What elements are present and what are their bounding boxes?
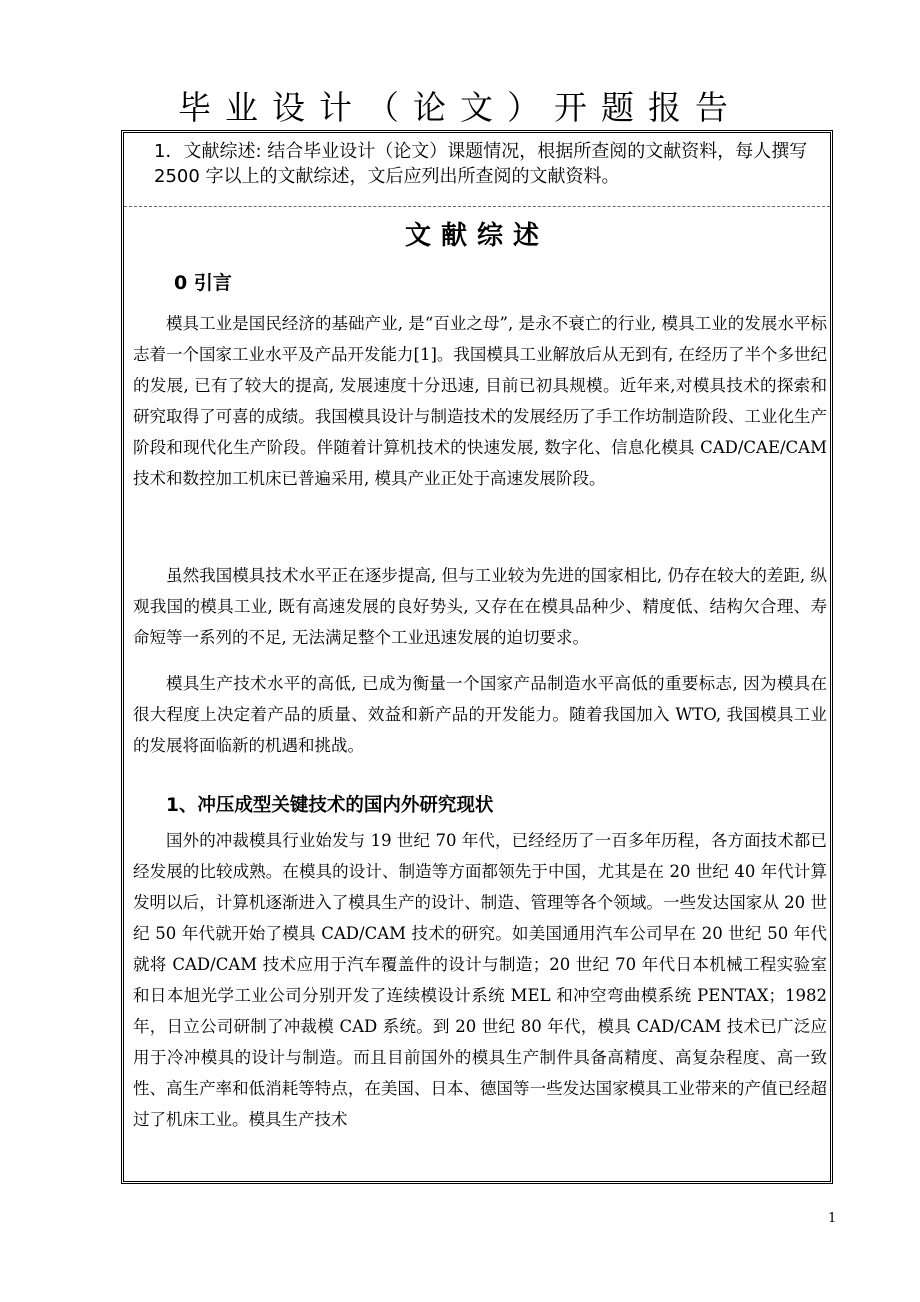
- paragraph-1: 模具工业是国民经济的基础产业, 是“百业之母”, 是永不衰亡的行业, 模具工业的发展水平标志着一个国家工业水平及产品开发能力[1]。我国模具工业解放后从无到有, 在经历了半个多世纪的发展, 已有了较大的提高, 发展速度十分迅速, 目前已初具规模。近年来,对模具技术的探索和研究取得了可喜的成绩。我国模具设计与制造技术的发展经历了手工作坊制造阶段、工业化生产阶段和现代化生产阶段。伴随着计算机技术的快速发展, 数字化、信息化模具 CAD/CAE/CAM 技术和数控加工机床已普遍采用, 模具产业正处于高速发展阶段。: [133, 314, 827, 488]
- paragraph-3: 模具生产技术水平的高低, 已成为衡量一个国家产品制造水平高低的重要标志, 因为模具在很大程度上决定着产品的质量、效益和新产品的开发能力。随着我国加入 WTO, 我国模具工业的发展将面临新的机遇和挑战。: [133, 674, 827, 755]
- intro-heading: 0 引言: [174, 272, 232, 294]
- paragraph-2: 虽然我国模具技术水平正在逐步提高, 但与工业较为先进的国家相比, 仍存在较大的差距, 纵观我国的模具工业, 既有高速发展的良好势头, 又存在在模具品种少、精度低、结构欠合理、寿命短等一系列的不足, 无法满足整个工业迅速发展的迫切要求。: [133, 566, 827, 647]
- section1-paragraph: 国外的冲裁模具行业始发与 19 世纪 70 年代，已经经历了一百多年历程，各方面技术都已经发展的比较成熟。在模具的设计、制造等方面都领先于中国，尤其是在 20 世纪 40 年代计算发明以后，计算机逐渐进入了模具生产的设计、制造、管理等各个领域。一些发达国家从 20 世纪 50 年代就开始了模具 CAD/CAM 技术的研究。如美国通用汽车公司早在 20 世纪 50 年代就将 CAD/CAM 技术应用于汽车覆盖件的设计与制造；20 世纪 70 年代日本机械工程实验室和日本旭光学工业公司分别开发了连续模设计系统 MEL 和冲空弯曲模系统 PENTAX；1982 年，日立公司研制了冲裁模 CAD 系统。到 20 世纪 80 年代，模具 CAD/CAM 技术已广泛应用于冷冲模具的设计与制造。而且目前国外的模具生产制件具备高精度、高复杂程度、高一致性、高生产率和低消耗等特点，在美国、日本、德国等一些发达国家模具工业带来的产值已经超过了机床工业。模具生产技术: [133, 831, 827, 1129]
- page-number: 1: [828, 1211, 837, 1226]
- section-heading: 文献综述: [404, 221, 549, 251]
- section1-heading: 1、冲压成型关键技术的国内外研究现状: [166, 795, 494, 816]
- dashed-divider: [124, 206, 830, 207]
- instruction-text: 1．文献综述: 结合毕业设计（论文）课题情况，根据所查阅的文献资料，每人撰写 2500 字以上的文献综述，文后应列出所查阅的文献资料。: [154, 141, 808, 187]
- report-frame: [121, 130, 833, 1184]
- report-title: 毕业设计（论文）开题报告: [178, 88, 742, 127]
